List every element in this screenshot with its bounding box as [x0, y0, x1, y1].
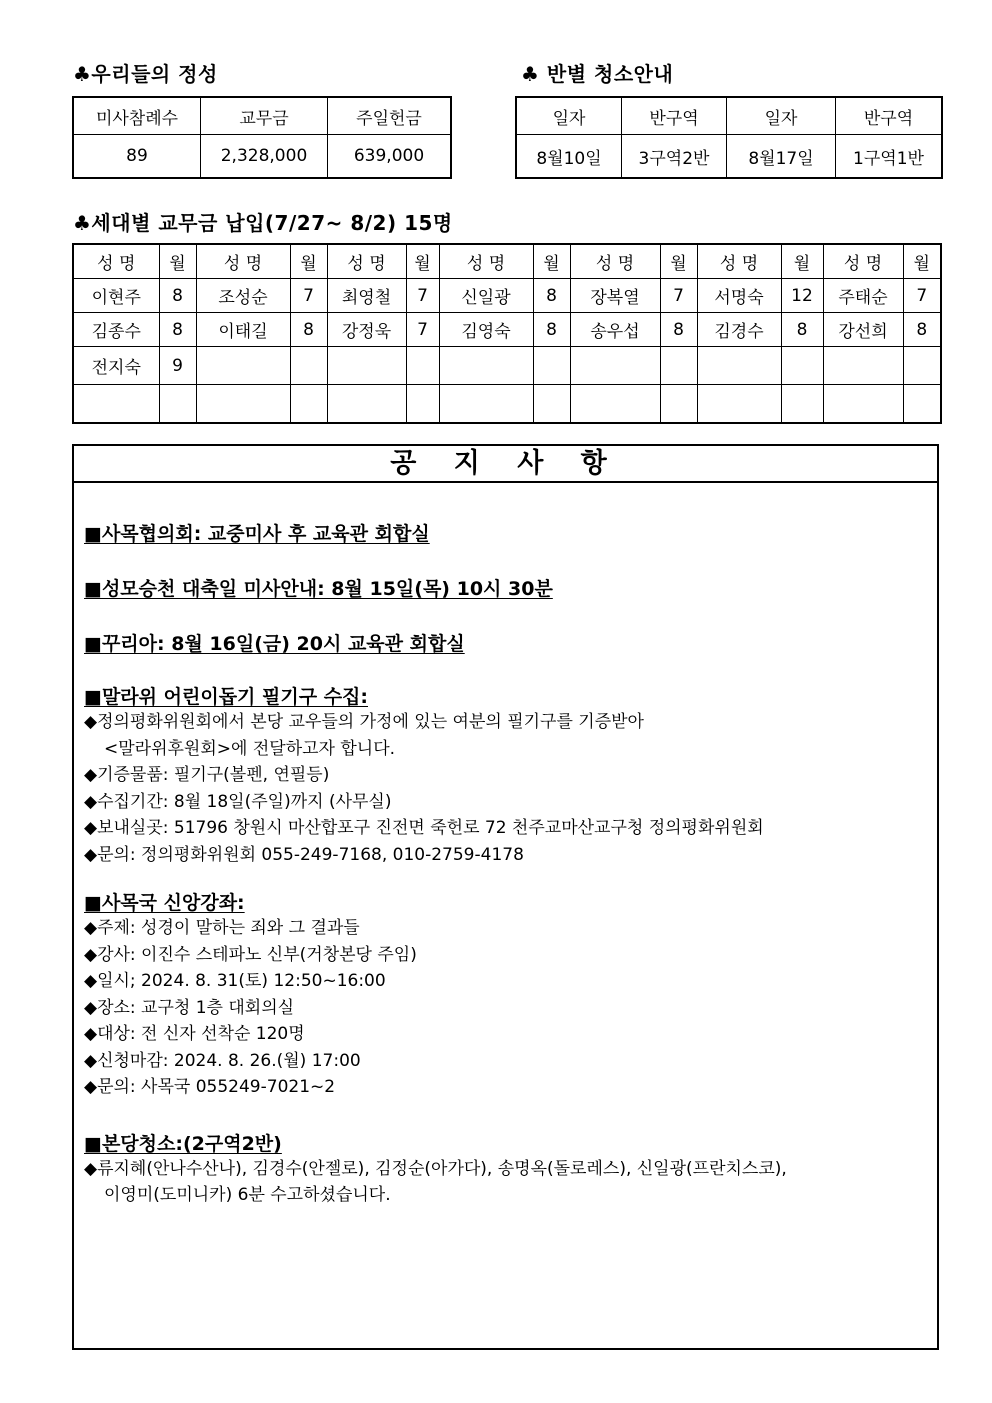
lecture-line: ◆일시; 2024. 8. 31(토) 12:50~16:00	[84, 971, 386, 991]
family-name-header: 성 명	[823, 244, 903, 279]
family-dues-table	[72, 243, 942, 424]
table-row	[73, 385, 941, 424]
family-member-months: 7	[406, 313, 439, 347]
family-member-name	[327, 347, 406, 385]
family-member-name	[73, 385, 159, 424]
family-member-months: 7	[903, 279, 941, 313]
family-member-name: 김영숙	[439, 313, 533, 347]
family-member-name	[570, 385, 660, 424]
pen-drive-line: ◆문의: 정의평화위원회 055-249-7168, 010-2759-4178	[84, 844, 524, 865]
lecture-line: ◆주제: 성경이 말하는 죄와 그 결과들	[84, 918, 360, 938]
family-member-months	[781, 385, 823, 424]
family-member-months: 12	[781, 279, 823, 313]
family-member-name: 주태순	[823, 279, 903, 313]
notice-pen-drive-details	[84, 709, 929, 868]
offering-header-dues: 교무금	[201, 97, 328, 135]
family-member-name	[327, 385, 406, 424]
lecture-line: ◆장소: 교구청 1층 대회의실	[84, 997, 295, 1018]
family-member-name: 김경수	[697, 313, 781, 347]
family-member-name: 이현주	[73, 279, 159, 313]
pen-drive-line: ◆보내실곳: 51796 창원시 마산합포구 진전면 죽헌로 72 천주교마산교구청 정의평화위원회	[84, 818, 764, 838]
notice-cleanup-details	[84, 1156, 929, 1209]
lecture-line: ◆강사: 이진수 스테파노 신부(거창본당 주임)	[84, 944, 417, 965]
pen-drive-line: ◆기증물품: 필기구(볼펜, 연필등)	[84, 765, 330, 785]
family-month-header: 월	[533, 244, 570, 279]
notice-pen-drive-heading: ■말라위 어린이돕기 필기구 수집:	[84, 686, 368, 708]
family-member-name	[196, 385, 290, 424]
family-name-header: 성 명	[439, 244, 533, 279]
offering-table	[72, 96, 452, 179]
family-member-months	[781, 347, 823, 385]
family-member-months: 8	[660, 313, 697, 347]
cleaning-group-2: 1구역1반	[836, 135, 943, 179]
family-member-name: 송우섭	[570, 313, 660, 347]
cleaning-header-date-1: 일자	[516, 97, 622, 135]
pen-drive-line: <말라위후원회>에 전달하고자 합니다.	[104, 738, 396, 759]
family-member-months	[660, 347, 697, 385]
cleaning-date-2: 8월17일	[727, 135, 836, 179]
lecture-line: ◆문의: 사목국 055249-7021~2	[84, 1077, 336, 1097]
family-member-name	[823, 385, 903, 424]
family-member-name: 서명숙	[697, 279, 781, 313]
family-member-months: 8	[533, 313, 570, 347]
family-month-header: 월	[290, 244, 327, 279]
family-member-months: 8	[159, 313, 196, 347]
cleaning-title: ♣ 반별 청소안내	[521, 62, 674, 86]
notice-title: 공 지 사 항	[74, 446, 937, 483]
family-name-header: 성 명	[327, 244, 406, 279]
pen-drive-line: ◆수집기간: 8월 18일(주일)까지 (사무실)	[84, 791, 392, 812]
cleaning-header-date-2: 일자	[727, 97, 836, 135]
pen-drive-line: ◆정의평화위원회에서 본당 교우들의 가정에 있는 여분의 필기구를 기증받아	[84, 712, 644, 732]
table-row	[73, 347, 941, 385]
family-member-name: 신일광	[439, 279, 533, 313]
notice-pastoral-council: ■사목협의회: 교중미사 후 교육관 회합실	[84, 523, 430, 545]
family-month-header: 월	[406, 244, 439, 279]
family-name-header: 성 명	[697, 244, 781, 279]
cleanup-line: ◆류지혜(안나수산나), 김경수(안젤로), 김정순(아가다), 송명옥(돌로레스), 신일광(프란치스코),	[84, 1158, 787, 1179]
family-member-name	[697, 347, 781, 385]
family-member-months: 7	[660, 279, 697, 313]
notice-body	[84, 482, 929, 1209]
table-row	[73, 313, 941, 347]
family-member-months: 8	[903, 313, 941, 347]
cleaning-header-group-1: 반구역	[622, 97, 727, 135]
family-member-months: 7	[406, 279, 439, 313]
lecture-line: ◆신청마감: 2024. 8. 26.(월) 17:00	[84, 1050, 361, 1071]
family-member-name: 조성순	[196, 279, 290, 313]
family-member-months	[660, 385, 697, 424]
family-member-name: 장복열	[570, 279, 660, 313]
offering-collection-value: 639,000	[328, 135, 452, 179]
table-row	[73, 279, 941, 313]
family-name-header: 성 명	[196, 244, 290, 279]
family-member-name	[196, 347, 290, 385]
family-member-name: 최영철	[327, 279, 406, 313]
family-member-name	[439, 385, 533, 424]
family-member-months: 8	[781, 313, 823, 347]
offering-attendance-value: 89	[73, 135, 201, 179]
family-member-months: 7	[290, 279, 327, 313]
notice-curia: ■꾸리아: 8월 16일(금) 20시 교육관 회합실	[84, 633, 465, 655]
family-member-name: 이태길	[196, 313, 290, 347]
family-member-months	[290, 347, 327, 385]
family-month-header: 월	[159, 244, 196, 279]
family-dues-title: ♣세대별 교무금 납입(7/27~ 8/2) 15명	[73, 211, 453, 235]
family-month-header: 월	[660, 244, 697, 279]
family-member-months	[533, 385, 570, 424]
cleaning-date-1: 8월10일	[516, 135, 622, 179]
family-name-header: 성 명	[73, 244, 159, 279]
family-member-months	[159, 385, 196, 424]
family-member-name: 강선희	[823, 313, 903, 347]
notice-lecture-heading: ■사목국 신앙강좌:	[84, 892, 245, 914]
family-member-months: 8	[290, 313, 327, 347]
family-member-name	[697, 385, 781, 424]
family-month-header: 월	[781, 244, 823, 279]
family-member-months: 9	[159, 347, 196, 385]
notice-box	[72, 444, 939, 1350]
cleaning-header-group-2: 반구역	[836, 97, 943, 135]
offering-header-collection: 주일헌금	[328, 97, 452, 135]
family-member-months	[533, 347, 570, 385]
family-member-months	[903, 385, 941, 424]
family-name-header: 성 명	[570, 244, 660, 279]
notice-assumption-mass: ■성모승천 대축일 미사안내: 8월 15일(목) 10시 30분	[84, 578, 553, 600]
notice-lecture-details	[84, 915, 929, 1101]
family-member-months: 8	[533, 279, 570, 313]
family-member-months	[406, 385, 439, 424]
cleaning-table	[515, 96, 943, 179]
notice-cleanup-heading: ■본당청소:(2구역2반)	[84, 1132, 282, 1155]
offering-dues-value: 2,328,000	[201, 135, 328, 179]
family-member-name	[439, 347, 533, 385]
offering-title: ♣우리들의 정성	[73, 62, 218, 86]
family-member-name: 김종수	[73, 313, 159, 347]
offering-header-attendance: 미사참례수	[73, 97, 201, 135]
family-member-months	[290, 385, 327, 424]
family-member-name	[570, 347, 660, 385]
lecture-line: ◆대상: 전 신자 선착순 120명	[84, 1024, 305, 1044]
family-member-months: 8	[159, 279, 196, 313]
family-member-name	[823, 347, 903, 385]
family-month-header: 월	[903, 244, 941, 279]
family-member-name: 강정욱	[327, 313, 406, 347]
family-member-name: 전지숙	[73, 347, 159, 385]
family-member-months	[903, 347, 941, 385]
cleaning-group-1: 3구역2반	[622, 135, 727, 179]
cleanup-line: 이영미(도미니카) 6분 수고하셨습니다.	[104, 1185, 391, 1205]
family-member-months	[406, 347, 439, 385]
